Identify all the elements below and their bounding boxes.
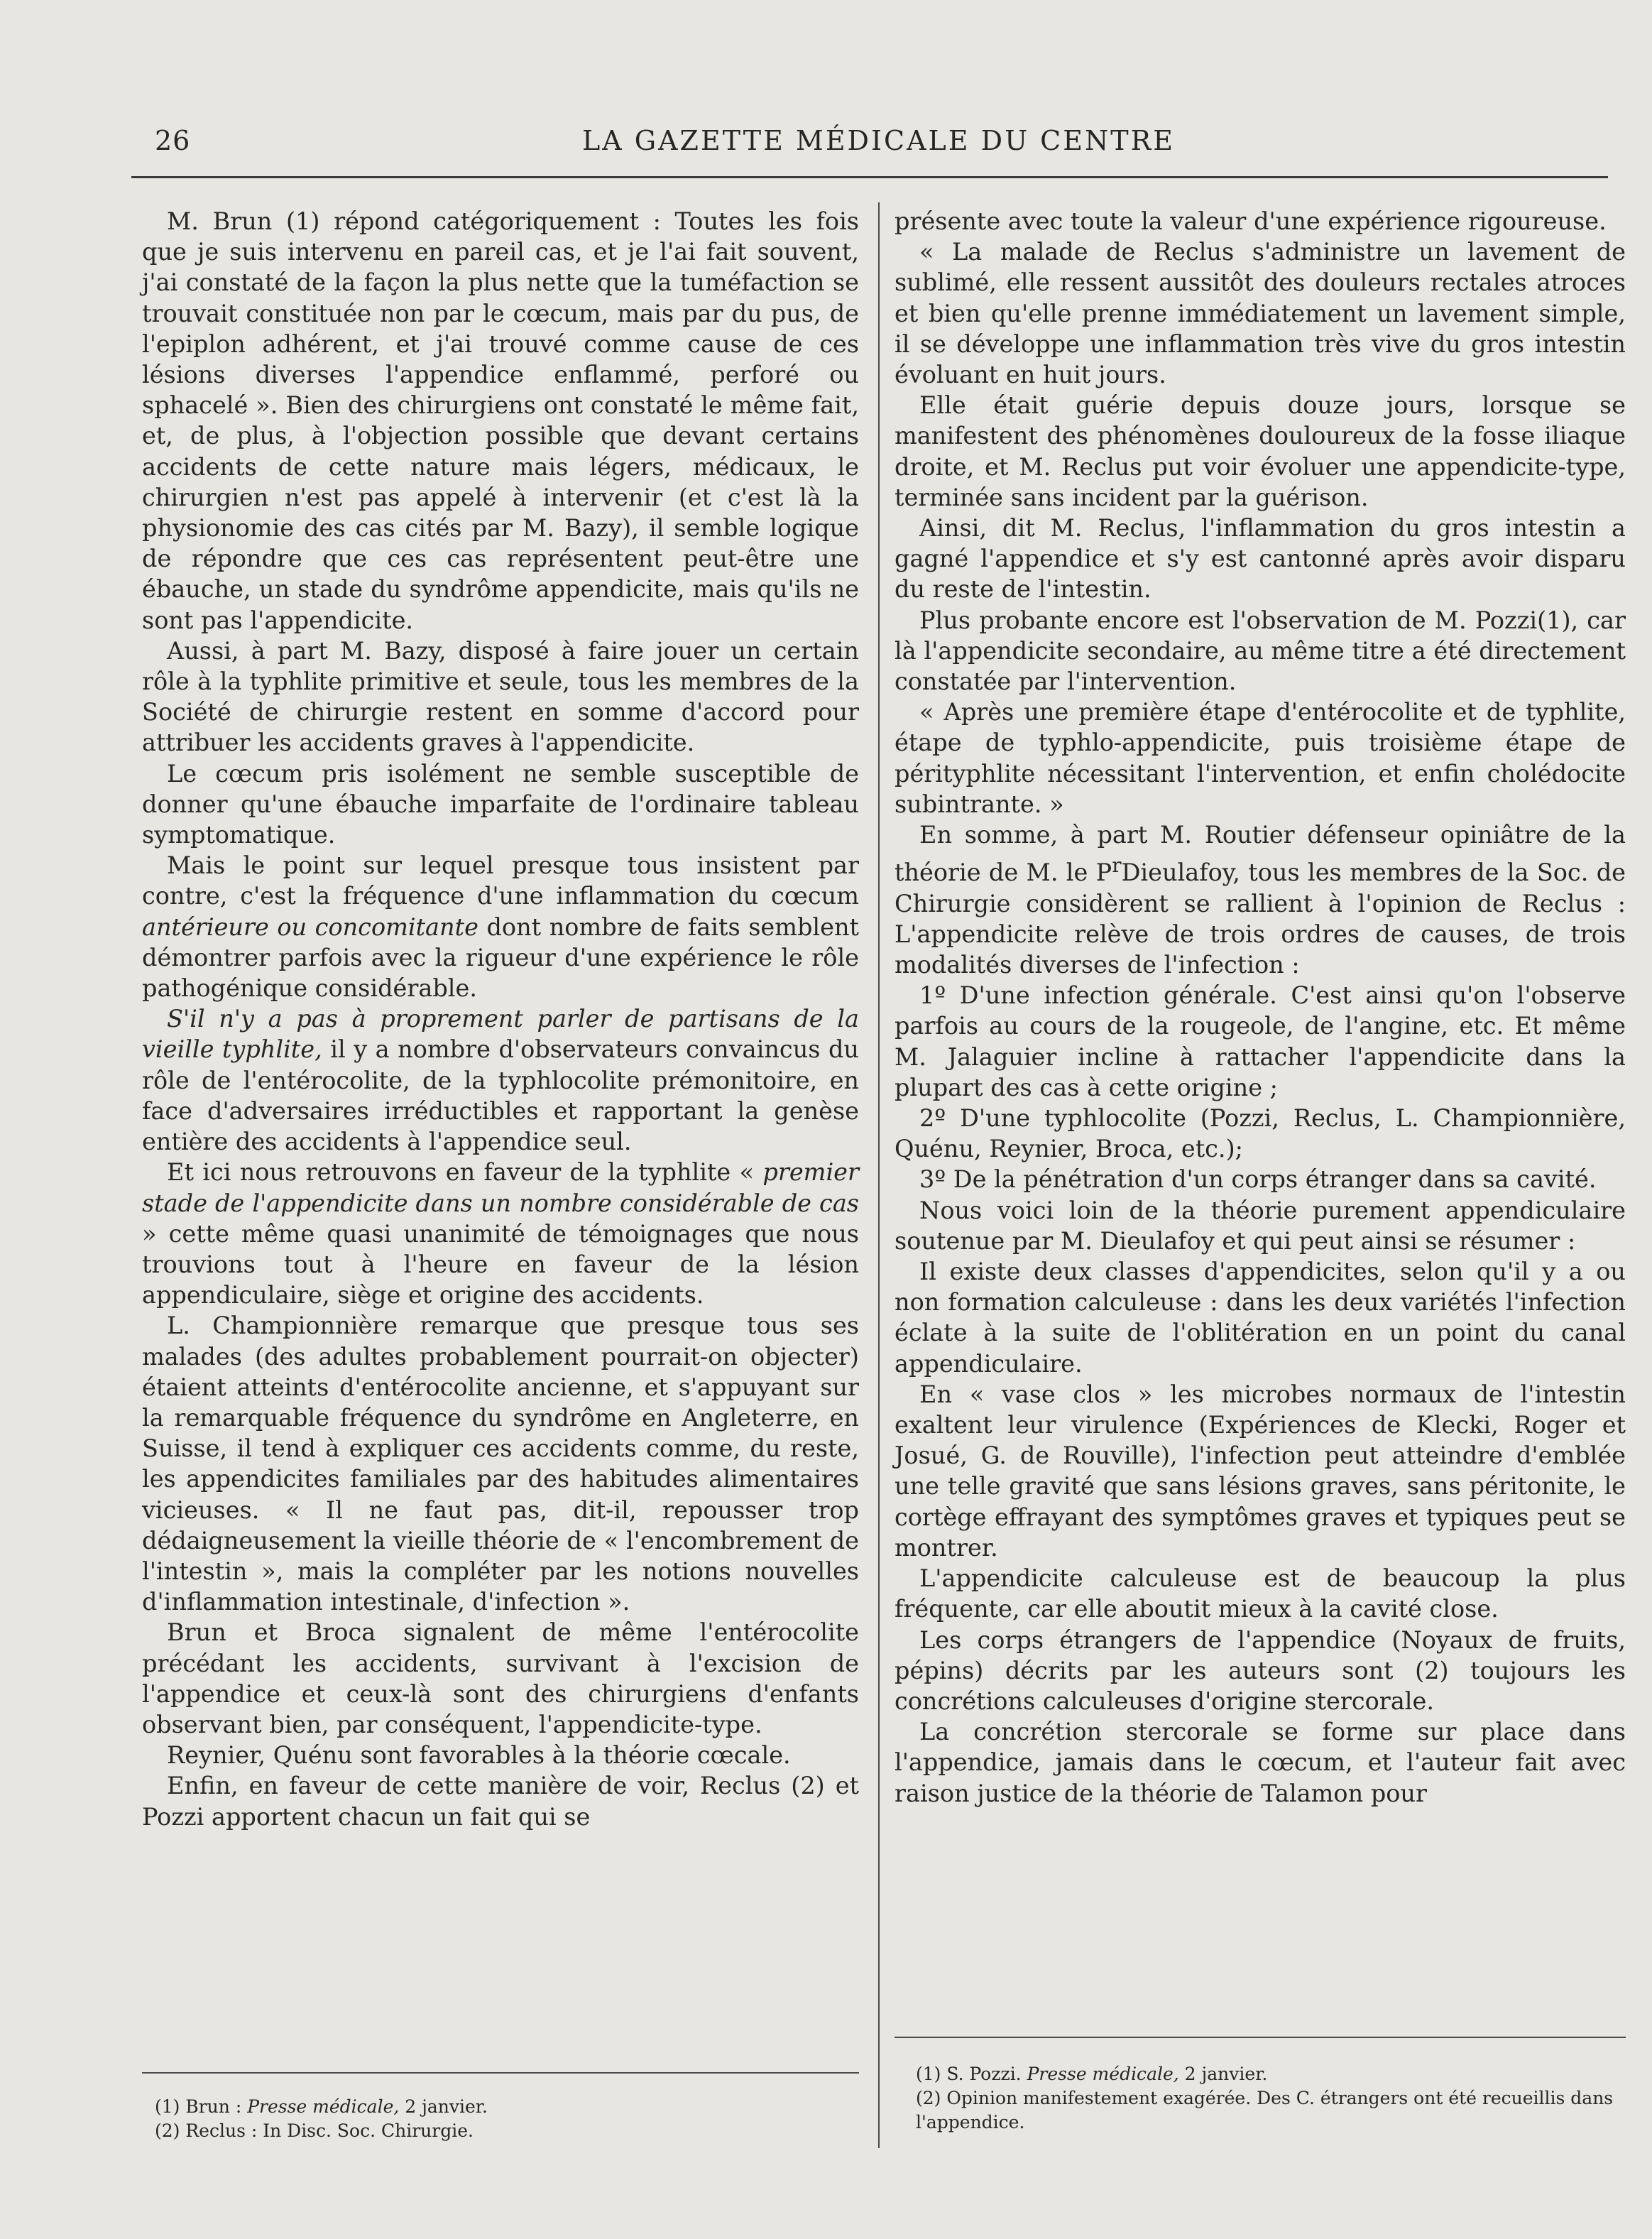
italic-text: S'il n'y a pas à proprement parler de partisans de la vieille typhlite,: [142, 1005, 859, 1064]
paragraph: « Après une première étape d'entérocolite et de typhlite, étape de typhlo-appendicite, puis troisième étape de pérityphlite nécessitant l'intervention, et enfin cholédocite subintrante. »: [895, 698, 1626, 818]
paragraph: « La malade de Reclus s'administre un lavement de sublimé, elle ressent aussitôt des douleurs rectales atroces et bien qu'elle prenne immédiatement un lavement simple, il se développe une inflammation très vive du gros intestin évoluant en huit jours.: [895, 238, 1626, 389]
text-run: dont nombre de faits semblent démontrer parfois avec la rigueur d'une expérience le rôle pathogénique considérable.: [142, 913, 860, 1003]
footnote-rule: [895, 2037, 1626, 2038]
page-header: [128, 121, 1619, 163]
paragraph: Reynier, Quénu sont favorables à la théorie cœcale.: [167, 1741, 791, 1770]
text-run: 2 janvier.: [399, 2096, 488, 2117]
paragraph: Il existe deux classes d'appendicites, selon qu'il y a ou non formation calculeuse : dans les deux variétés l'infection éclate à la suite de l'oblitération en un point du canal appendiculaire.: [895, 1258, 1626, 1378]
paragraph: Les corps étrangers de l'appendice (Noyaux de fruits, pépins) décrits par les auteurs sont (2) toujours les concrétions calculeuses d'origine stercorale.: [895, 1625, 1626, 1715]
column-divider: [878, 202, 880, 2148]
text-run: (1) S. Pozzi.: [916, 2064, 1027, 2084]
text-run: Dieulafoy, tous les membres de la Soc. de Chirurgie considèrent se rallient à l'opinion de Reclus : L'appendicite relève de trois ordres de causes, de trois modalités diverses de l'infection :: [895, 859, 1626, 979]
superscript: r: [1112, 854, 1122, 878]
header-rule: [131, 176, 1608, 178]
footnote: (2) Reclus : In Disc. Soc. Chirurgie.: [155, 2120, 474, 2141]
footnotes-right: [916, 2062, 1626, 2135]
footnotes-left: [155, 2095, 858, 2143]
text-run: 2 janvier.: [1178, 2064, 1268, 2084]
footnote-rule: [142, 2072, 859, 2074]
italic-text: premier stade de l'appendicite dans un nombre considérable de cas: [142, 1158, 859, 1217]
text-run: En somme, à part M. Routier défenseur opiniâtre de la théorie de M. le P: [895, 821, 1626, 887]
text-run: il y a nombre d'observateurs convaincus du rôle de l'entérocolite, de la typhlocolite prémonitoire, en face d'adversaires irréductibles et rapportant la genèse entière des accidents à l'appendice seul.: [142, 1035, 859, 1156]
paragraph: L'appendicite calculeuse est de beaucoup la plus fréquente, car elle aboutit mieux à la cavité close.: [895, 1564, 1626, 1623]
paragraph: Elle était guérie depuis douze jours, lorsque se manifestent des phénomènes douloureux de la fosse iliaque droite, et M. Reclus put voir évoluer une appendicite-type, terminée sans incident par la guérison.: [895, 391, 1626, 511]
text-run: Et ici nous retrouvons en faveur de la typhlite «: [167, 1158, 755, 1187]
paragraph: Aussi, à part M. Bazy, disposé à faire jouer un certain rôle à la typhlite primitive et seule, tous les membres de la Société de chirurgie restent en somme d'accord pour attribuer les accidents graves à l'appendicite.: [142, 636, 859, 757]
paragraph: En « vase clos » les microbes normaux de l'intestin exaltent leur virulence (Expériences de Klecki, Roger et Josué, G. de Rouville), l'infection peut atteindre d'emblée une telle gravité que sans lésions graves, sans péritonite, le cortège effrayant des symptômes graves et typiques peut se montrer.: [895, 1380, 1626, 1562]
paragraph: [142, 850, 859, 1003]
paragraph: 1º D'une infection générale. C'est ainsi qu'on l'observe parfois au cours de la rougeole, de l'angine, etc. Et même M. Jalaguier incline à rattacher l'appendicite dans la plupart des cas à cette origine ;: [895, 981, 1626, 1101]
paragraph: 3º De la pénétration d'un corps étranger dans sa cavité.: [919, 1165, 1597, 1194]
page-number: 26: [155, 125, 191, 156]
paragraph: présente avec toute la valeur d'une expérience rigoureuse.: [895, 207, 1607, 235]
paragraph: Enfin, en faveur de cette manière de voir, Reclus (2) et Pozzi apportent chacun un fait qui se: [142, 1772, 859, 1831]
paragraph: L. Championnière remarque que presque tous ses malades (des adultes probablement pourrait-on objecter) étaient atteints d'entérocolite ancienne, et s'appuyant sur la remarquable fréquence du syndrôme en Angleterre, en Suisse, il tend à expliquer ces accidents comme, du reste, les appendicites familiales par des habitudes alimentaires vicieuses. « Il ne faut pas, dit-il, repousser trop dédaigneusement la vieille théorie de « l'encombrement de l'intestin », mais la compléter par les notions nouvelles d'inflammation intestinale, d'infection ».: [142, 1312, 859, 1616]
paragraph: 2º D'une typhlocolite (Pozzi, Reclus, L. Championnière, Quénu, Reynier, Broca, etc.);: [895, 1104, 1626, 1163]
running-title: LA GAZETTE MÉDICALE DU CENTRE: [582, 125, 1175, 156]
paragraph: Nous voici loin de la théorie purement appendiculaire soutenue par M. Dieulafoy et qui peut ainsi se résumer :: [895, 1196, 1626, 1255]
italic-text: antérieure ou concomitante: [142, 913, 478, 941]
paragraph: [142, 1003, 859, 1157]
text-run: Mais le point sur lequel presque tous insistent par contre, c'est la fréquence d'une inflammation du cœcum: [142, 851, 859, 910]
paragraph: Le cœcum pris isolément ne semble susceptible de donner qu'une ébauche imparfaite de l'ordinaire tableau symptomatique.: [142, 759, 859, 849]
footnote: [155, 2095, 858, 2119]
italic-text: Presse médicale,: [247, 2096, 400, 2117]
italic-text: Presse médicale,: [1027, 2064, 1179, 2084]
paragraph: Brun et Broca signalent de même l'entérocolite précédant les accidents, survivant à l'excision de l'appendice et ceux-là sont des chirurgiens d'enfants observant bien, par conséquent, l'appendicite-type.: [142, 1618, 859, 1738]
paragraph: Ainsi, dit M. Reclus, l'inflammation du gros intestin a gagné l'appendice et s'y est cantonné après avoir disparu du reste de l'intestin.: [895, 514, 1626, 604]
footnote: [916, 2062, 1626, 2086]
paragraph: La concrétion stercorale se forme sur place dans l'appendice, jamais dans le cœcum, et l'auteur fait avec raison justice de la théorie de Talamon pour: [895, 1718, 1626, 1807]
text-run: (1) Brun :: [155, 2096, 248, 2117]
paragraph: [895, 819, 1626, 980]
paragraph: Plus probante encore est l'observation de M. Pozzi(1), car là l'appendicite secondaire, au même titre a été directement constatée par l'intervention.: [895, 606, 1626, 696]
right-column: [895, 206, 1626, 1809]
left-column: [142, 206, 859, 1832]
footnote: (2) Opinion manifestement exagérée. Des C. étrangers ont été recueillis dans l'appendice.: [916, 2088, 1614, 2132]
paragraph: M. Brun (1) répond catégoriquement : Toutes les fois que je suis intervenu en pareil cas, et je l'ai fait souvent, j'ai constaté de la façon la plus nette que la tuméfaction se trouvait constituée non par le cœcum, mais par du pus, de l'epiplon adhérent, et j'ai trouvé comme cause de ces lésions diverses l'appendice enflammé, perforé ou sphacelé ». Bien des chirurgiens ont constaté le même fait, et, de plus, à l'objection possible que devant certains accidents de cette nature mais légers, médicaux, le chirurgien n'est pas appelé à intervenir (et c'est là la physionomie des cas cités par M. Bazy), il semble logique de répondre que ces cas représentent peut-être une ébauche, un stade du syndrôme appendicite, mais qu'ils ne sont pas l'appendicite.: [142, 207, 859, 634]
paragraph: [142, 1157, 859, 1310]
text-run: » cette même quasi unanimité de témoignages que nous trouvions tout à l'heure en faveur de la lésion appendiculaire, siège et origine des accidents.: [142, 1219, 859, 1309]
